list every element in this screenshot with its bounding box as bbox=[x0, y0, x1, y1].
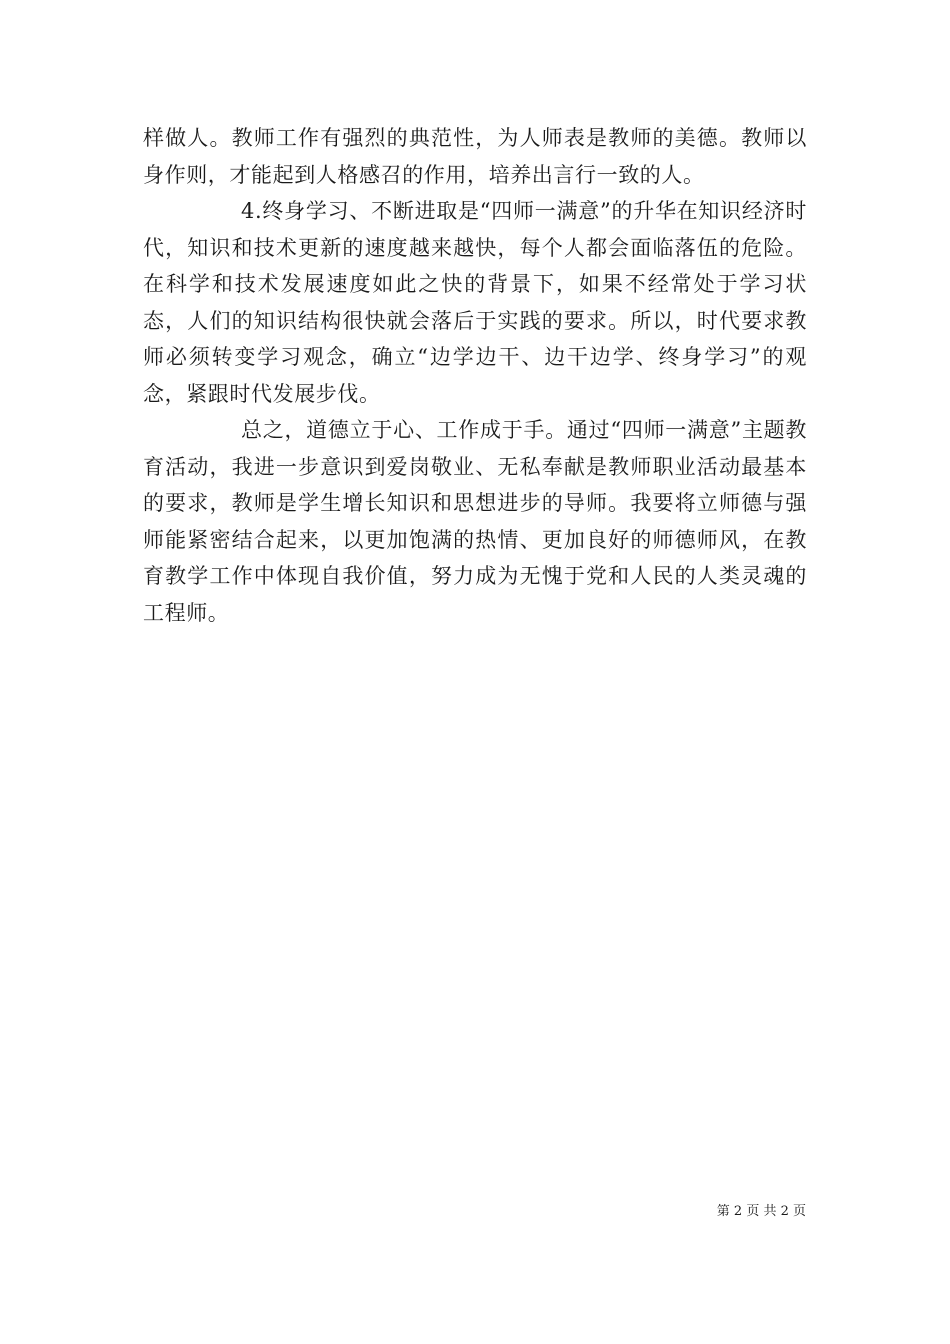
page-number-footer: 第 2 页 共 2 页 bbox=[716, 1204, 806, 1219]
paragraph-conclusion: 总之，道德立于心、工作成于手。通过“四师一满意”主题教育活动，我进一步意识到爱岗敬业、无私奉献是教师职业活动最基本的要求，教师是学生增长知识和思想进步的导师。我要将立师德与强师能紧密结合起来，以更加饱满的热情、更加良好的师德师风，在教育教学工作中体现自我价值，努力成为无愧于党和人民的人类灵魂的工程师。 bbox=[143, 418, 807, 625]
document-body bbox=[143, 120, 807, 631]
paragraph-continuation: 样做人。教师工作有强烈的典范性，为人师表是教师的美德。教师以身作则，才能起到人格感召的作用，培养出言行一致的人。 bbox=[143, 126, 807, 187]
paragraph-lifelong-learning: 4.终身学习、不断进取是“四师一满意”的升华在知识经济时代，知识和技术更新的速度越来越快，每个人都会面临落伍的危险。在科学和技术发展速度如此之快的背景下，如果不经常处于学习状态，人们的知识结构很快就会落后于实践的要求。所以，时代要求教师必须转变学习观念，确立“边学边干、边干边学、终身学习”的观念，紧跟时代发展步伐。 bbox=[143, 199, 807, 406]
